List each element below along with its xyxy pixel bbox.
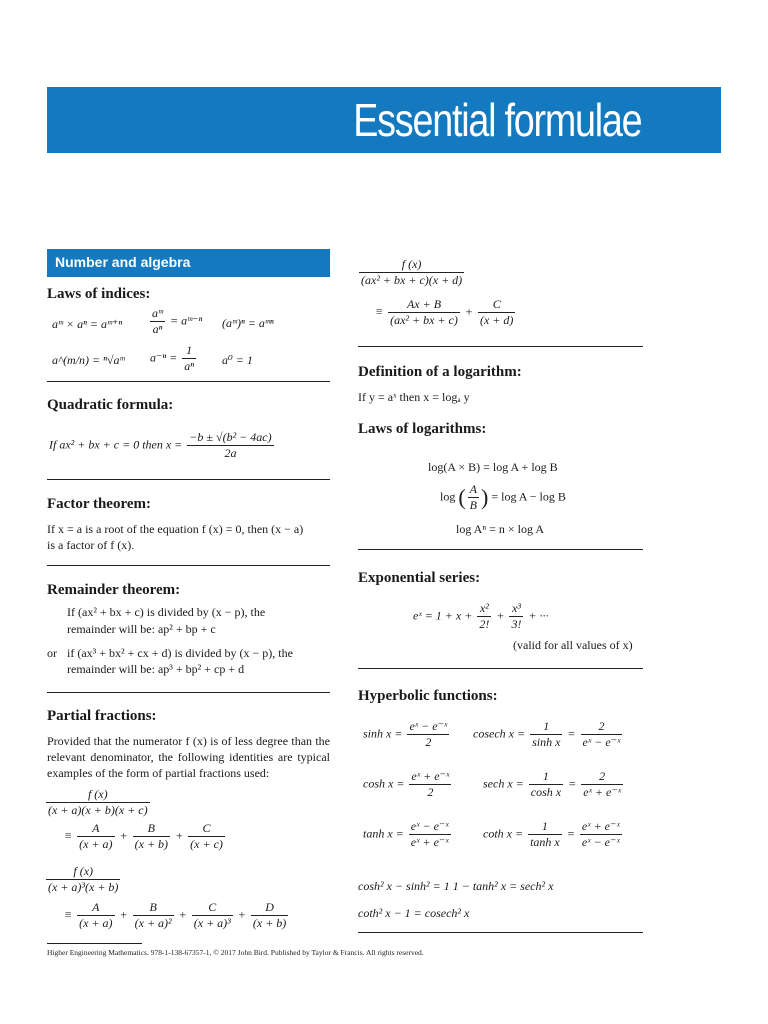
- hyper-coth: coth x = $\frac{1}{\text{tanh x}}$ = $\frac{\text{eˣ + e⁻ˣ}}{\text{eˣ − e⁻ˣ}}$: [483, 819, 620, 849]
- partial-example-3-lhs: $\frac{f (x)}{\text{(ax² + bx + c)(x + d)}}$: [361, 257, 463, 287]
- expseries-note: (valid for all values of x): [513, 638, 633, 652]
- loglaws-heading: Laws of logarithms:: [358, 421, 487, 437]
- logdef-text: If y = aˣ then x = logₐ y: [358, 390, 470, 404]
- hyper-identity-2: coth² x − 1 = cosech² x: [358, 906, 470, 920]
- remainder-line-2: remainder will be: ap² + bp + c: [67, 622, 216, 636]
- indices-heading: Laws of indices:: [47, 286, 151, 302]
- remainder-line-1: If (ax² + bx + c) is divided by (x − p), the: [67, 605, 266, 619]
- title-banner: [47, 87, 721, 153]
- divider: [358, 668, 643, 669]
- indices-formula-5: a⁻ⁿ = $\frac{1}{\text{aⁿ}}$: [150, 343, 194, 373]
- quadratic-formula: If ax² + bx + c = 0 then x = $\frac{\text{−b ± √(b² − 4ac)}}{2a}$: [49, 430, 272, 460]
- divider: [47, 479, 330, 480]
- divider: [358, 346, 643, 347]
- logdef-heading: Definition of a logarithm:: [358, 364, 522, 380]
- remainder-line-3: if (ax³ + bx² + cx + d) is divided by (x − p), the: [67, 646, 293, 660]
- partial-heading: Partial fractions:: [47, 708, 157, 724]
- indices-formula-3: (aᵐ)ⁿ = aᵐⁿ: [222, 316, 274, 330]
- hyper-tanh: tanh x = $\frac{\text{eˣ − e⁻ˣ}}{\text{eˣ + e⁻ˣ}}$: [363, 819, 449, 849]
- hyper-cosech: cosech x = $\frac{1}{\text{sinh x}}$ = $\frac{2}{\text{eˣ − e⁻ˣ}}$: [473, 719, 621, 749]
- indices-formula-6: a⁰ = 1: [222, 353, 253, 367]
- section-header: [47, 249, 330, 277]
- remainder-heading: Remainder theorem:: [47, 582, 181, 598]
- indices-formula-1: aᵐ × aⁿ = aᵐ⁺ⁿ: [52, 317, 123, 331]
- partial-example-2-lhs: $\frac{f (x)}{\text{(x + a)³(x + b)}}$: [48, 864, 119, 894]
- footer-copyright: Higher Engineering Mathematics. 978-1-138-67357-1, © 2017 John Bird. Published by Taylor & Francis. All rights reserved.: [47, 948, 424, 957]
- divider: [47, 565, 330, 566]
- factor-heading: Factor theorem:: [47, 496, 151, 512]
- remainder-or: or: [47, 646, 57, 660]
- hyper-heading: Hyperbolic functions:: [358, 688, 498, 704]
- section-title: Number and algebra: [55, 254, 191, 270]
- remainder-line-4: remainder will be: ap³ + bp² + cp + d: [67, 662, 245, 676]
- partial-intro: Provided that the numerator f (x) is of less degree than the relevant denominator, the following identities are typical examples of the form of partial fractions used:: [47, 734, 330, 780]
- quadratic-heading: Quadratic formula:: [47, 397, 174, 413]
- indices-formula-4: a^(m/n) = ⁿ√aᵐ: [52, 353, 125, 367]
- partial-example-1-rhs: ≡ $\frac{A}{(x + a)}$ + $\frac{B}{(x + b)}$ + $\frac{C}{(x + c)}$: [64, 821, 223, 851]
- footer-rule: [47, 943, 142, 944]
- factor-line-1: If x = a is a root of the equation f (x) = 0, then (x − a): [47, 522, 304, 536]
- loglaws-formula-1: log(A × B) = log A + log B: [428, 460, 558, 474]
- partial-example-1-lhs: $\frac{f (x)}{(x + a)(x + b)(x + c)}$: [48, 787, 148, 817]
- loglaws-formula-3: log Aⁿ = n × log A: [456, 522, 544, 536]
- page-title: Essential formulae: [352, 94, 641, 146]
- expseries-heading: Exponential series:: [358, 570, 481, 586]
- hyper-sech: sech x = $\frac{1}{\text{cosh x}}$ = $\frac{2}{\text{eˣ + e⁻ˣ}}$: [483, 769, 622, 799]
- expseries-formula: eˣ = 1 + x + $\frac{\text{x²}}{2!}$ + $\frac{\text{x³}}{3!}$ + ···: [413, 601, 549, 631]
- divider: [358, 932, 643, 933]
- hyper-identity-1: cosh² x − sinh² = 1 1 − tanh² x = sech² x: [358, 879, 554, 893]
- hyper-cosh: cosh x = $\frac{\text{eˣ + e⁻ˣ}}{2}$: [363, 769, 450, 799]
- partial-example-3-rhs: ≡ $\frac{Ax + B}{\text{(ax² + bx + c)}}$ + $\frac{C}{(x + d)}$: [375, 297, 514, 327]
- loglaws-formula-2: log ( $\frac{A}{B}$ ) = log A − log B: [440, 482, 566, 512]
- hyper-sinh: sinh x = $\frac{\text{eˣ − e⁻ˣ}}{2}$: [363, 719, 448, 749]
- divider: [47, 381, 330, 382]
- partial-example-2-rhs: ≡ $\frac{A}{(x + a)}$ + $\frac{B}{\text{(x + a)²}}$ + $\frac{C}{\text{(x + a)³}}$ + $\frac{D}{(x + b)}$: [64, 900, 287, 930]
- indices-formula-2: $\frac{\text{aᵐ}}{\text{aⁿ}}$ = aᵐ⁻ⁿ: [152, 306, 203, 336]
- divider: [358, 549, 643, 550]
- divider: [47, 692, 330, 693]
- factor-line-2: is a factor of f (x).: [47, 538, 135, 552]
